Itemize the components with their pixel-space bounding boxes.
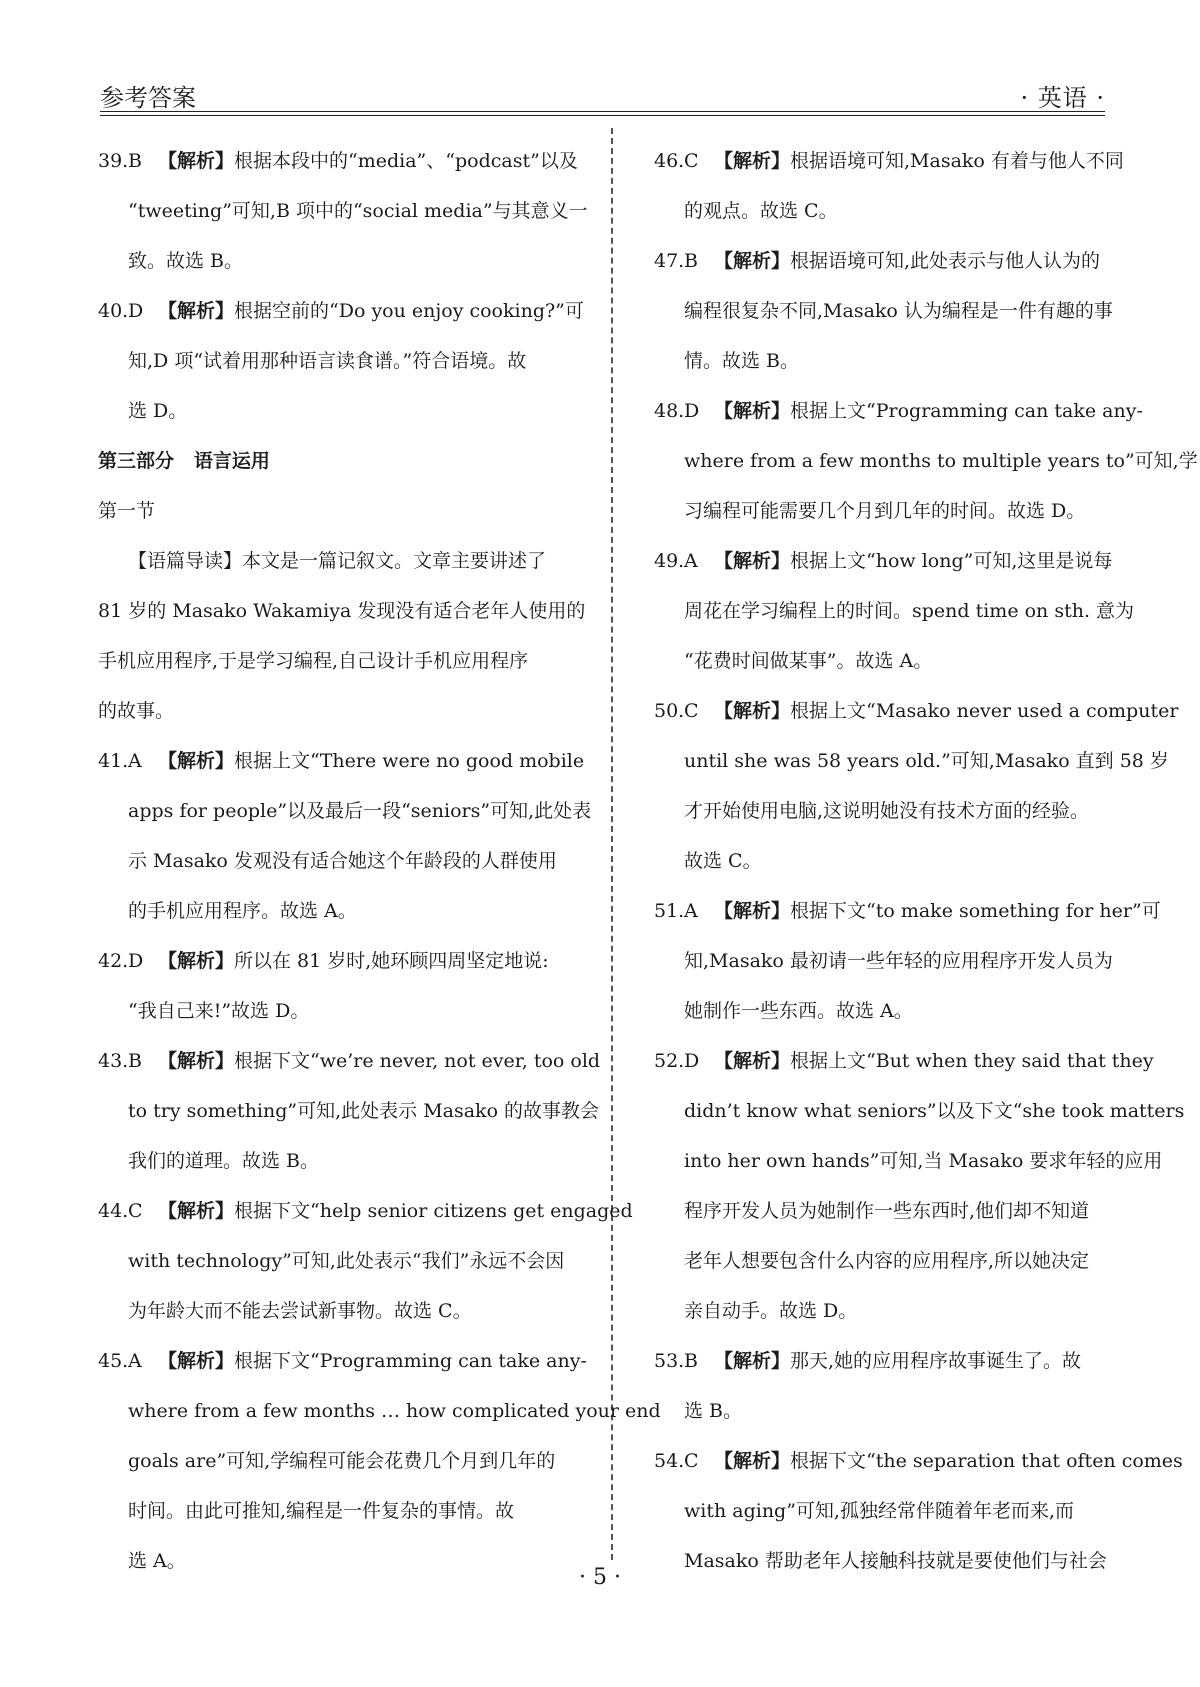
question-number: 41. xyxy=(98,750,129,772)
answer-text: 致。故选 B。 xyxy=(128,250,244,272)
answer-text: “tweeting”可知,B 项中的“social media”与其意义一 xyxy=(128,200,588,222)
answer-text: with aging”可知,孤独经常伴随着年老而来,而 xyxy=(684,1500,1075,1522)
answer-text: 亲自动手。故选 D。 xyxy=(684,1300,858,1322)
section-heading xyxy=(98,436,604,486)
answer-letter: D xyxy=(684,1050,700,1072)
answer-letter: B xyxy=(684,1350,698,1372)
section-title: 语言运用 xyxy=(193,450,270,472)
analysis-tag: 【解析】 xyxy=(158,1200,235,1222)
answer-text: goals are”可知,学编程可能会花费几个月到几年的 xyxy=(128,1450,556,1472)
analysis-tag: 【解析】 xyxy=(158,750,235,772)
answer-item xyxy=(98,1336,604,1386)
answer-text: to try something”可知,此处表示 Masako 的故事教会 xyxy=(128,1100,600,1122)
answer-text: 示 Masako 发观没有适合她这个年龄段的人群使用 xyxy=(128,850,557,872)
answer-text: 才开始使用电脑,这说明她没有技术方面的经验。 xyxy=(684,800,1090,822)
answer-text: 为年龄大而不能去尝试新事物。故选 C。 xyxy=(128,1300,472,1322)
answer-text: 程序开发人员为她制作一些东西时,他们却不知道 xyxy=(684,1200,1090,1222)
answer-item xyxy=(98,736,604,786)
question-number: 50. xyxy=(654,700,685,722)
answer-letter: A xyxy=(684,550,698,572)
guide-text: 81 岁的 Masako Wakamiya 发现没有适合老年人使用的 xyxy=(98,600,586,622)
analysis-tag: 【解析】 xyxy=(158,950,235,972)
answer-text: 时间。由此可推知,编程是一件复杂的事情。故 xyxy=(128,1500,515,1522)
answer-text: 根据下文“the separation that often comes xyxy=(790,1450,1183,1472)
answer-letter: D xyxy=(128,950,144,972)
answer-text: until she was 58 years old.”可知,Masako 直到 58 岁 xyxy=(684,750,1169,772)
answer-letter: D xyxy=(684,400,700,422)
answer-letter: C xyxy=(684,700,699,722)
column-divider xyxy=(611,128,613,1560)
question-number: 47. xyxy=(654,250,685,272)
answer-text: 的手机应用程序。故选 A。 xyxy=(128,900,357,922)
analysis-tag: 【解析】 xyxy=(714,900,791,922)
answer-text: 的观点。故选 C。 xyxy=(684,200,838,222)
answer-text: 她制作一些东西。故选 A。 xyxy=(684,1000,913,1022)
answer-text: 根据本段中的“media”、“podcast”以及 xyxy=(234,150,578,172)
question-number: 39. xyxy=(98,150,129,172)
answer-text: 所以在 81 岁时,她环顾四周坚定地说: xyxy=(234,950,549,972)
answer-item xyxy=(654,386,1160,436)
question-number: 54. xyxy=(654,1450,685,1472)
answer-letter: C xyxy=(128,1200,143,1222)
answer-item xyxy=(98,286,604,336)
answer-item xyxy=(98,936,604,986)
answer-letter: A xyxy=(684,900,698,922)
answer-text: 故选 C。 xyxy=(684,850,762,872)
header-rule xyxy=(100,111,1105,112)
analysis-tag: 【解析】 xyxy=(158,150,235,172)
answer-text: 知,Masako 最初请一些年轻的应用程序开发人员为 xyxy=(684,950,1113,972)
section-part: 第三部分 xyxy=(98,450,175,472)
analysis-tag: 【解析】 xyxy=(714,1050,791,1072)
question-number: 48. xyxy=(654,400,685,422)
analysis-tag: 【解析】 xyxy=(714,1450,791,1472)
page-header xyxy=(100,72,1105,112)
answer-text: 根据上文“But when they said that they xyxy=(790,1050,1154,1072)
answer-text: 习编程可能需要几个月到几年的时间。故选 D。 xyxy=(684,500,1086,522)
answer-text: 我们的道理。故选 B。 xyxy=(128,1150,320,1172)
analysis-tag: 【解析】 xyxy=(714,1350,791,1372)
subsection-heading: 第一节 xyxy=(98,500,156,522)
answer-text: apps for people”以及最后一段“seniors”可知,此处表 xyxy=(128,800,592,822)
question-number: 40. xyxy=(98,300,129,322)
question-number: 53. xyxy=(654,1350,685,1372)
answer-text: 老年人想要包含什么内容的应用程序,所以她决定 xyxy=(684,1250,1090,1272)
answer-text: 周花在学习编程上的时间。spend time on sth. 意为 xyxy=(684,600,1135,622)
question-number: 51. xyxy=(654,900,685,922)
page-number: · 5 · xyxy=(579,1565,621,1590)
answer-item xyxy=(98,136,604,186)
answer-text: 选 B。 xyxy=(684,1400,743,1422)
question-number: 49. xyxy=(654,550,685,572)
answer-text: 情。故选 B。 xyxy=(684,350,800,372)
answer-text: into her own hands”可知,当 Masako 要求年轻的应用 xyxy=(684,1150,1163,1172)
answer-text: 根据下文“we’re never, not ever, too old xyxy=(234,1050,601,1072)
answer-letter: D xyxy=(128,300,144,322)
analysis-tag: 【解析】 xyxy=(714,700,791,722)
answer-letter: B xyxy=(684,250,698,272)
answer-text: didn’t know what seniors”以及下文“she took matters xyxy=(684,1100,1185,1122)
analysis-tag: 【解析】 xyxy=(158,300,235,322)
answer-letter: C xyxy=(684,1450,699,1472)
answer-text: 知,D 项“试着用那种语言读食谱。”符合语境。故 xyxy=(128,350,527,372)
answer-text: where from a few months to multiple years to”可知,学 xyxy=(684,450,1198,472)
answer-item xyxy=(654,136,1160,186)
analysis-tag: 【解析】 xyxy=(714,550,791,572)
answer-text: 那天,她的应用程序故事诞生了。故 xyxy=(790,1350,1082,1372)
answer-letter: C xyxy=(684,150,699,172)
left-column xyxy=(98,136,661,1586)
answer-letter: A xyxy=(128,750,142,772)
answer-text: 根据上文“Programming can take any- xyxy=(790,400,1143,422)
answer-item xyxy=(654,886,1160,936)
answer-item xyxy=(654,236,1160,286)
question-number: 46. xyxy=(654,150,685,172)
analysis-tag: 【解析】 xyxy=(714,250,791,272)
analysis-tag: 【解析】 xyxy=(714,400,791,422)
answer-text: “花费时间做某事”。故选 A。 xyxy=(684,650,933,672)
answer-text: 编程很复杂不同,Masako 认为编程是一件有趣的事 xyxy=(684,300,1113,322)
answer-item xyxy=(654,1336,1160,1386)
answer-text: “我自己来!”故选 D。 xyxy=(128,1000,310,1022)
right-column xyxy=(654,136,1198,1586)
answer-letter: B xyxy=(128,150,142,172)
question-number: 52. xyxy=(654,1050,685,1072)
question-number: 44. xyxy=(98,1200,129,1222)
answer-text: with technology”可知,此处表示“我们”永远不会因 xyxy=(128,1250,565,1272)
header-title: 参考答案 xyxy=(100,84,196,112)
answer-item xyxy=(654,1436,1183,1486)
answer-text: 根据上文“how long”可知,这里是说每 xyxy=(790,550,1113,572)
guide-text: 手机应用程序,于是学习编程,自己设计手机应用程序 xyxy=(98,650,529,672)
guide-text: 【语篇导读】本文是一篇记叙文。文章主要讲述了 xyxy=(128,550,547,572)
answer-text: Masako 帮助老年人接触科技就是要使他们与社会 xyxy=(684,1550,1107,1572)
analysis-tag: 【解析】 xyxy=(714,150,791,172)
answer-text: 根据下文“help senior citizens get engaged xyxy=(234,1200,633,1222)
answer-item xyxy=(98,1186,633,1236)
answer-item xyxy=(654,536,1160,586)
analysis-tag: 【解析】 xyxy=(158,1350,235,1372)
answer-text: 选 A。 xyxy=(128,1550,186,1572)
answer-text: 根据上文“There were no good mobile xyxy=(234,750,585,772)
question-number: 45. xyxy=(98,1350,129,1372)
answer-text: 根据下文“to make something for her”可 xyxy=(790,900,1161,922)
answer-text: 根据语境可知,Masako 有着与他人不同 xyxy=(790,150,1124,172)
answer-item xyxy=(654,1036,1160,1086)
header-subject: · 英语 · xyxy=(1020,84,1105,112)
answer-text: 根据语境可知,此处表示与他人认为的 xyxy=(790,250,1101,272)
answer-text: 选 D。 xyxy=(128,400,188,422)
answer-text: where from a few months … how complicated your end xyxy=(128,1400,661,1422)
answer-text: 根据空前的“Do you enjoy cooking?”可 xyxy=(234,300,584,322)
answer-text: 根据下文“Programming can take any- xyxy=(234,1350,587,1372)
answer-item xyxy=(654,686,1179,736)
header-rule-thin xyxy=(100,115,1105,116)
analysis-tag: 【解析】 xyxy=(158,1050,235,1072)
answer-letter: A xyxy=(128,1350,142,1372)
question-number: 43. xyxy=(98,1050,129,1072)
question-number: 42. xyxy=(98,950,129,972)
guide-text: 的故事。 xyxy=(98,700,175,722)
answer-item xyxy=(98,1036,604,1086)
answer-text: 根据上文“Masako never used a computer xyxy=(790,700,1179,722)
answer-letter: B xyxy=(128,1050,142,1072)
